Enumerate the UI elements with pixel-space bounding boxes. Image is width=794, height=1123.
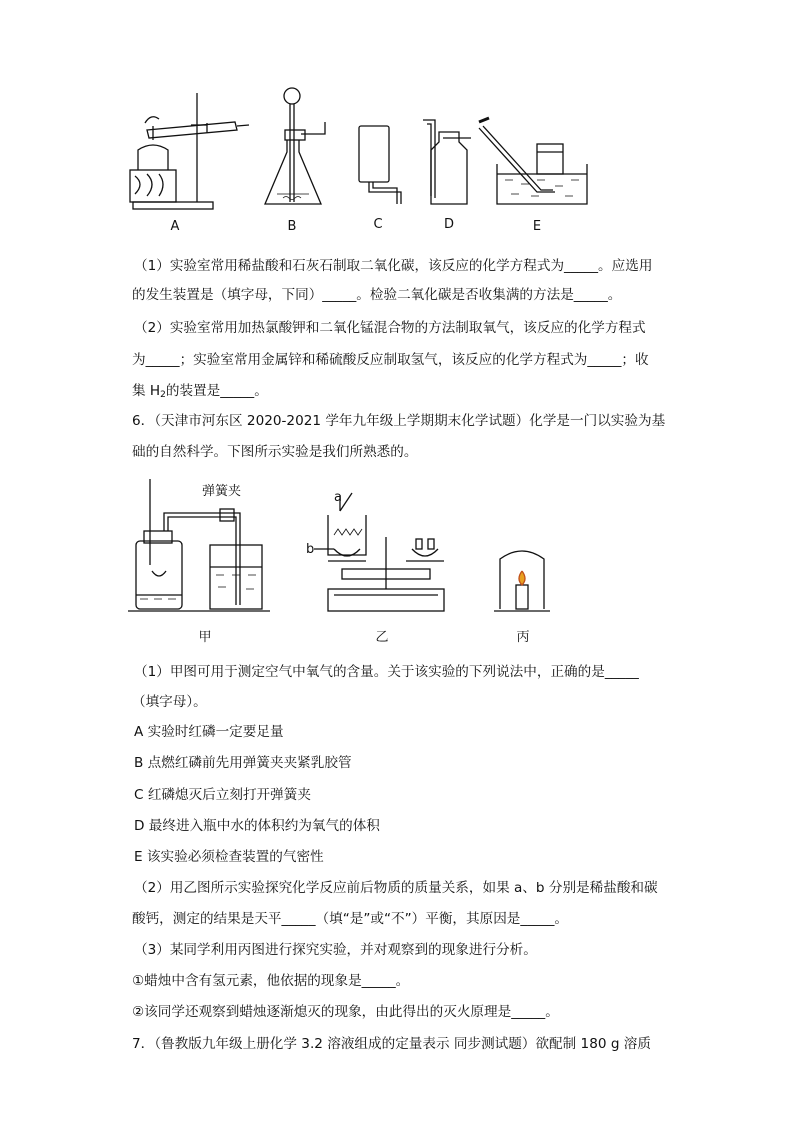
q6-option-b: B 点燃红磷前先用弹簧夹夹紧乳胶管 (134, 755, 352, 771)
label-a: a (334, 490, 342, 505)
q6-part2-line2: 酸钙，测定的结果是天平_____（填“是”或“不”）平衡，其原因是_____。 (132, 911, 568, 927)
apparatus-a (130, 93, 249, 209)
apparatus-d (423, 120, 471, 204)
apparatus-c (359, 126, 401, 204)
q6-intro-line2: 础的自然科学。下图所示实验是我们所熟悉的。 (132, 444, 418, 460)
figure-label-c: C (373, 217, 383, 232)
figure-label-a: A (170, 219, 180, 234)
q6-part3-line1: （3）某同学利用丙图进行探究实验，并对观察到的现象进行分析。 (134, 942, 537, 958)
q5-part2-line2: 为_____；实验室常用金属锌和稀硫酸反应制取氢气，该反应的化学方程式为_____；收 (132, 352, 649, 368)
experiment-bing (494, 551, 550, 611)
apparatus-b (265, 88, 325, 204)
q6-option-d: D 最终进入瓶中水的体积约为氧气的体积 (134, 818, 380, 834)
q6-part2-line1: （2）用乙图所示实验探究化学反应前后物质的质量关系，如果 a、b 分别是稀盐酸和碳 (134, 880, 658, 896)
caption-yi: 乙 (375, 630, 389, 645)
figure-label-b: B (287, 219, 297, 234)
q5-part2-line3 (132, 381, 268, 405)
q6-part3-item2: ②该同学还观察到蜡烛逐渐熄灭的现象，由此得出的灭火原理是_____。 (132, 1004, 559, 1020)
q6-part3-item1: ①蜡烛中含有氢元素，他依据的现象是_____。 (132, 973, 410, 989)
figure-label-e: E (532, 219, 542, 234)
q5-line3-pre: 集 H (132, 383, 161, 399)
q6-option-a: A 实验时红磷一定要足量 (134, 724, 284, 740)
apparatus-figure-a-e (125, 78, 595, 216)
spring-clamp-label: 弹簧夹 (202, 484, 242, 499)
q6-intro-line1: 6．（天津市河东区 2020-2021 学年九年级上学期期末化学试题）化学是一门以实验为基 (132, 413, 666, 429)
q7-line1: 7．（鲁教版九年级上册化学 3.2 溶液组成的定量表示 同步测试题）欲配制 180 g 溶质 (132, 1036, 651, 1052)
q5-part2-line1: （2）实验室常用加热氯酸钾和二氧化锰混合物的方法制取氧气，该反应的化学方程式 (134, 320, 646, 336)
label-b: b (306, 542, 315, 557)
figure-label-d: D (443, 217, 454, 232)
experiment-jia (128, 479, 270, 611)
q5-part1-line2: 的发生装置是（填字母，下同）_____。检验二氧化碳是否收集满的方法是_____。 (132, 287, 622, 303)
apparatus-e (479, 118, 587, 204)
experiment-yi (314, 493, 444, 611)
q5-line3-post: 的装置是_____。 (165, 383, 268, 399)
q6-part1-line2: （填字母）。 (132, 694, 207, 710)
q5-line3-sub: 2 (160, 390, 166, 400)
q6-option-e: E 该实验必须检查装置的气密性 (134, 849, 324, 865)
q6-part1-line1: （1）甲图可用于测定空气中氧气的含量。关于该实验的下列说法中，正确的是_____ (134, 664, 639, 680)
caption-bing: 丙 (516, 630, 530, 645)
q6-option-c: C 红磷熄灭后立刻打开弹簧夹 (134, 787, 311, 803)
q5-part1-line1: （1）实验室常用稀盐酸和石灰石制取二氧化碳，该反应的化学方程式为_____。应选用 (134, 258, 653, 274)
experiment-figure-jia-yi-bing (128, 475, 558, 617)
caption-jia: 甲 (198, 630, 212, 645)
